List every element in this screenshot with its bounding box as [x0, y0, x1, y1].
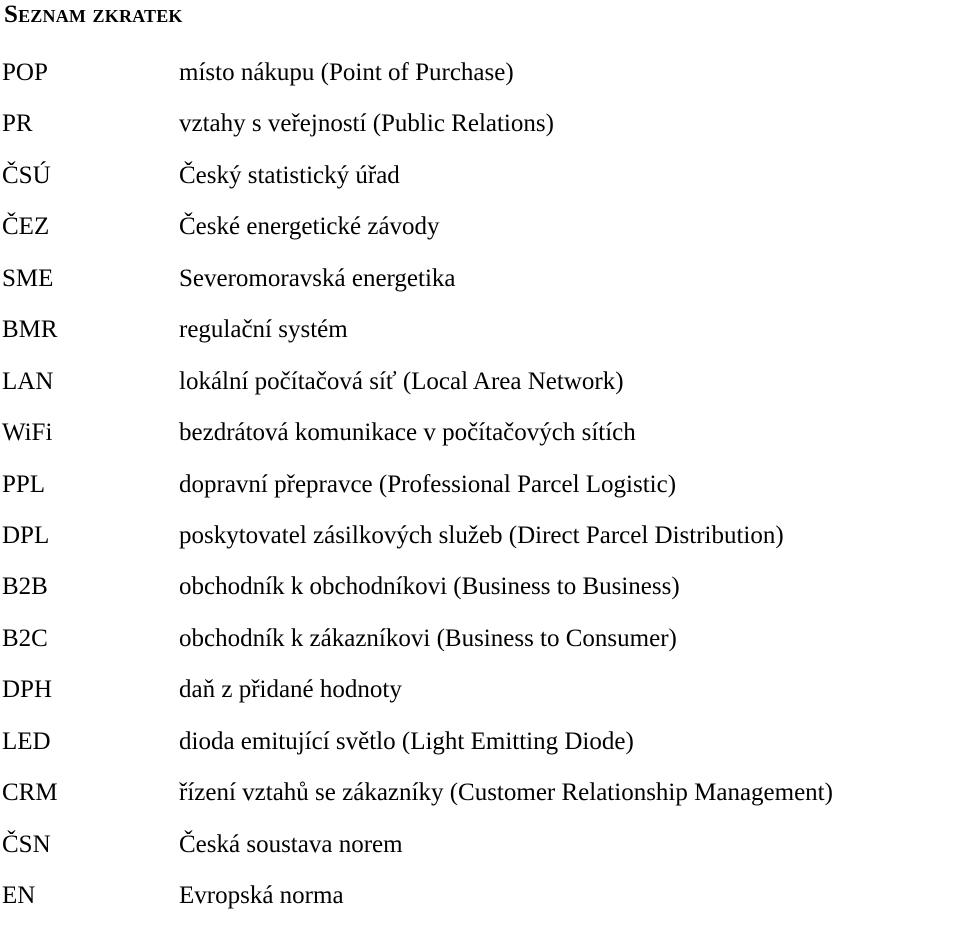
abbreviation-row	[0, 415, 960, 466]
abbreviation-row	[0, 261, 960, 312]
abbreviation-meaning: Severomoravská energetika	[179, 264, 456, 292]
abbreviation-row	[0, 312, 960, 363]
abbreviation-meaning: obchodník k obchodníkovi (Business to Business)	[179, 573, 680, 601]
abbreviation-row	[0, 467, 960, 518]
abbreviation-code: POP	[2, 59, 48, 86]
abbreviation-meaning: daň z přidané hodnoty	[179, 676, 402, 704]
abbreviation-code: PR	[2, 110, 33, 138]
abbreviation-meaning: bezdrátová komunikace v počítačových sítích	[179, 419, 636, 447]
abbreviation-meaning: vztahy s veřejností (Public Relations)	[179, 110, 554, 138]
abbreviation-row	[0, 827, 960, 878]
abbreviation-code: BMR	[2, 316, 58, 344]
abbreviation-meaning: regulační systém	[179, 316, 348, 344]
page-title: Seznam zkratek	[4, 1, 183, 28]
abbreviation-code: SME	[2, 264, 54, 292]
abbreviation-code: B2B	[2, 573, 48, 601]
abbreviation-row	[0, 878, 960, 929]
abbreviation-row	[0, 672, 960, 723]
abbreviation-code: ČSN	[2, 830, 51, 858]
abbreviation-meaning: Evropská norma	[179, 882, 344, 909]
abbreviation-row	[0, 158, 960, 209]
abbreviation-code: WiFi	[2, 419, 53, 447]
abbreviation-meaning: místo nákupu (Point of Purchase)	[179, 59, 514, 86]
abbreviation-meaning: Česká soustava norem	[179, 830, 403, 858]
abbreviation-row	[0, 364, 960, 415]
abbreviation-row	[0, 724, 960, 775]
abbreviation-code: ČEZ	[2, 213, 50, 241]
abbreviation-code: B2C	[2, 624, 48, 652]
abbreviation-code: DPL	[2, 521, 50, 549]
abbreviation-row	[0, 106, 960, 157]
abbreviation-meaning: poskytovatel zásilkových služeb (Direct Parcel Distribution)	[179, 521, 784, 549]
abbreviation-meaning: obchodník k zákazníkovi (Business to Consumer)	[179, 624, 677, 652]
abbreviation-code: PPL	[2, 470, 46, 498]
abbreviation-code: LED	[2, 727, 51, 755]
abbreviation-meaning: České energetické závody	[179, 213, 440, 241]
abbreviation-row	[0, 569, 960, 620]
abbreviation-row	[0, 518, 960, 569]
abbreviation-row	[0, 621, 960, 672]
abbreviation-meaning: Český statistický úřad	[179, 161, 400, 189]
abbreviation-meaning: lokální počítačová síť (Local Area Network)	[179, 367, 624, 395]
abbreviation-code: EN	[2, 882, 36, 909]
abbreviation-meaning: dioda emitující světlo (Light Emitting Diode)	[179, 727, 634, 755]
abbreviation-meaning: dopravní přepravce (Professional Parcel Logistic)	[179, 470, 677, 498]
abbreviation-code: DPH	[2, 676, 53, 704]
abbreviation-row	[0, 55, 960, 106]
abbreviation-code: ČSÚ	[2, 161, 51, 189]
abbreviation-list	[0, 55, 960, 929]
abbreviation-code: CRM	[2, 779, 58, 807]
abbreviation-row	[0, 775, 960, 826]
abbreviation-row	[0, 209, 960, 260]
abbreviation-meaning: řízení vztahů se zákazníky (Customer Relationship Management)	[179, 779, 833, 807]
abbreviation-code: LAN	[2, 367, 54, 395]
